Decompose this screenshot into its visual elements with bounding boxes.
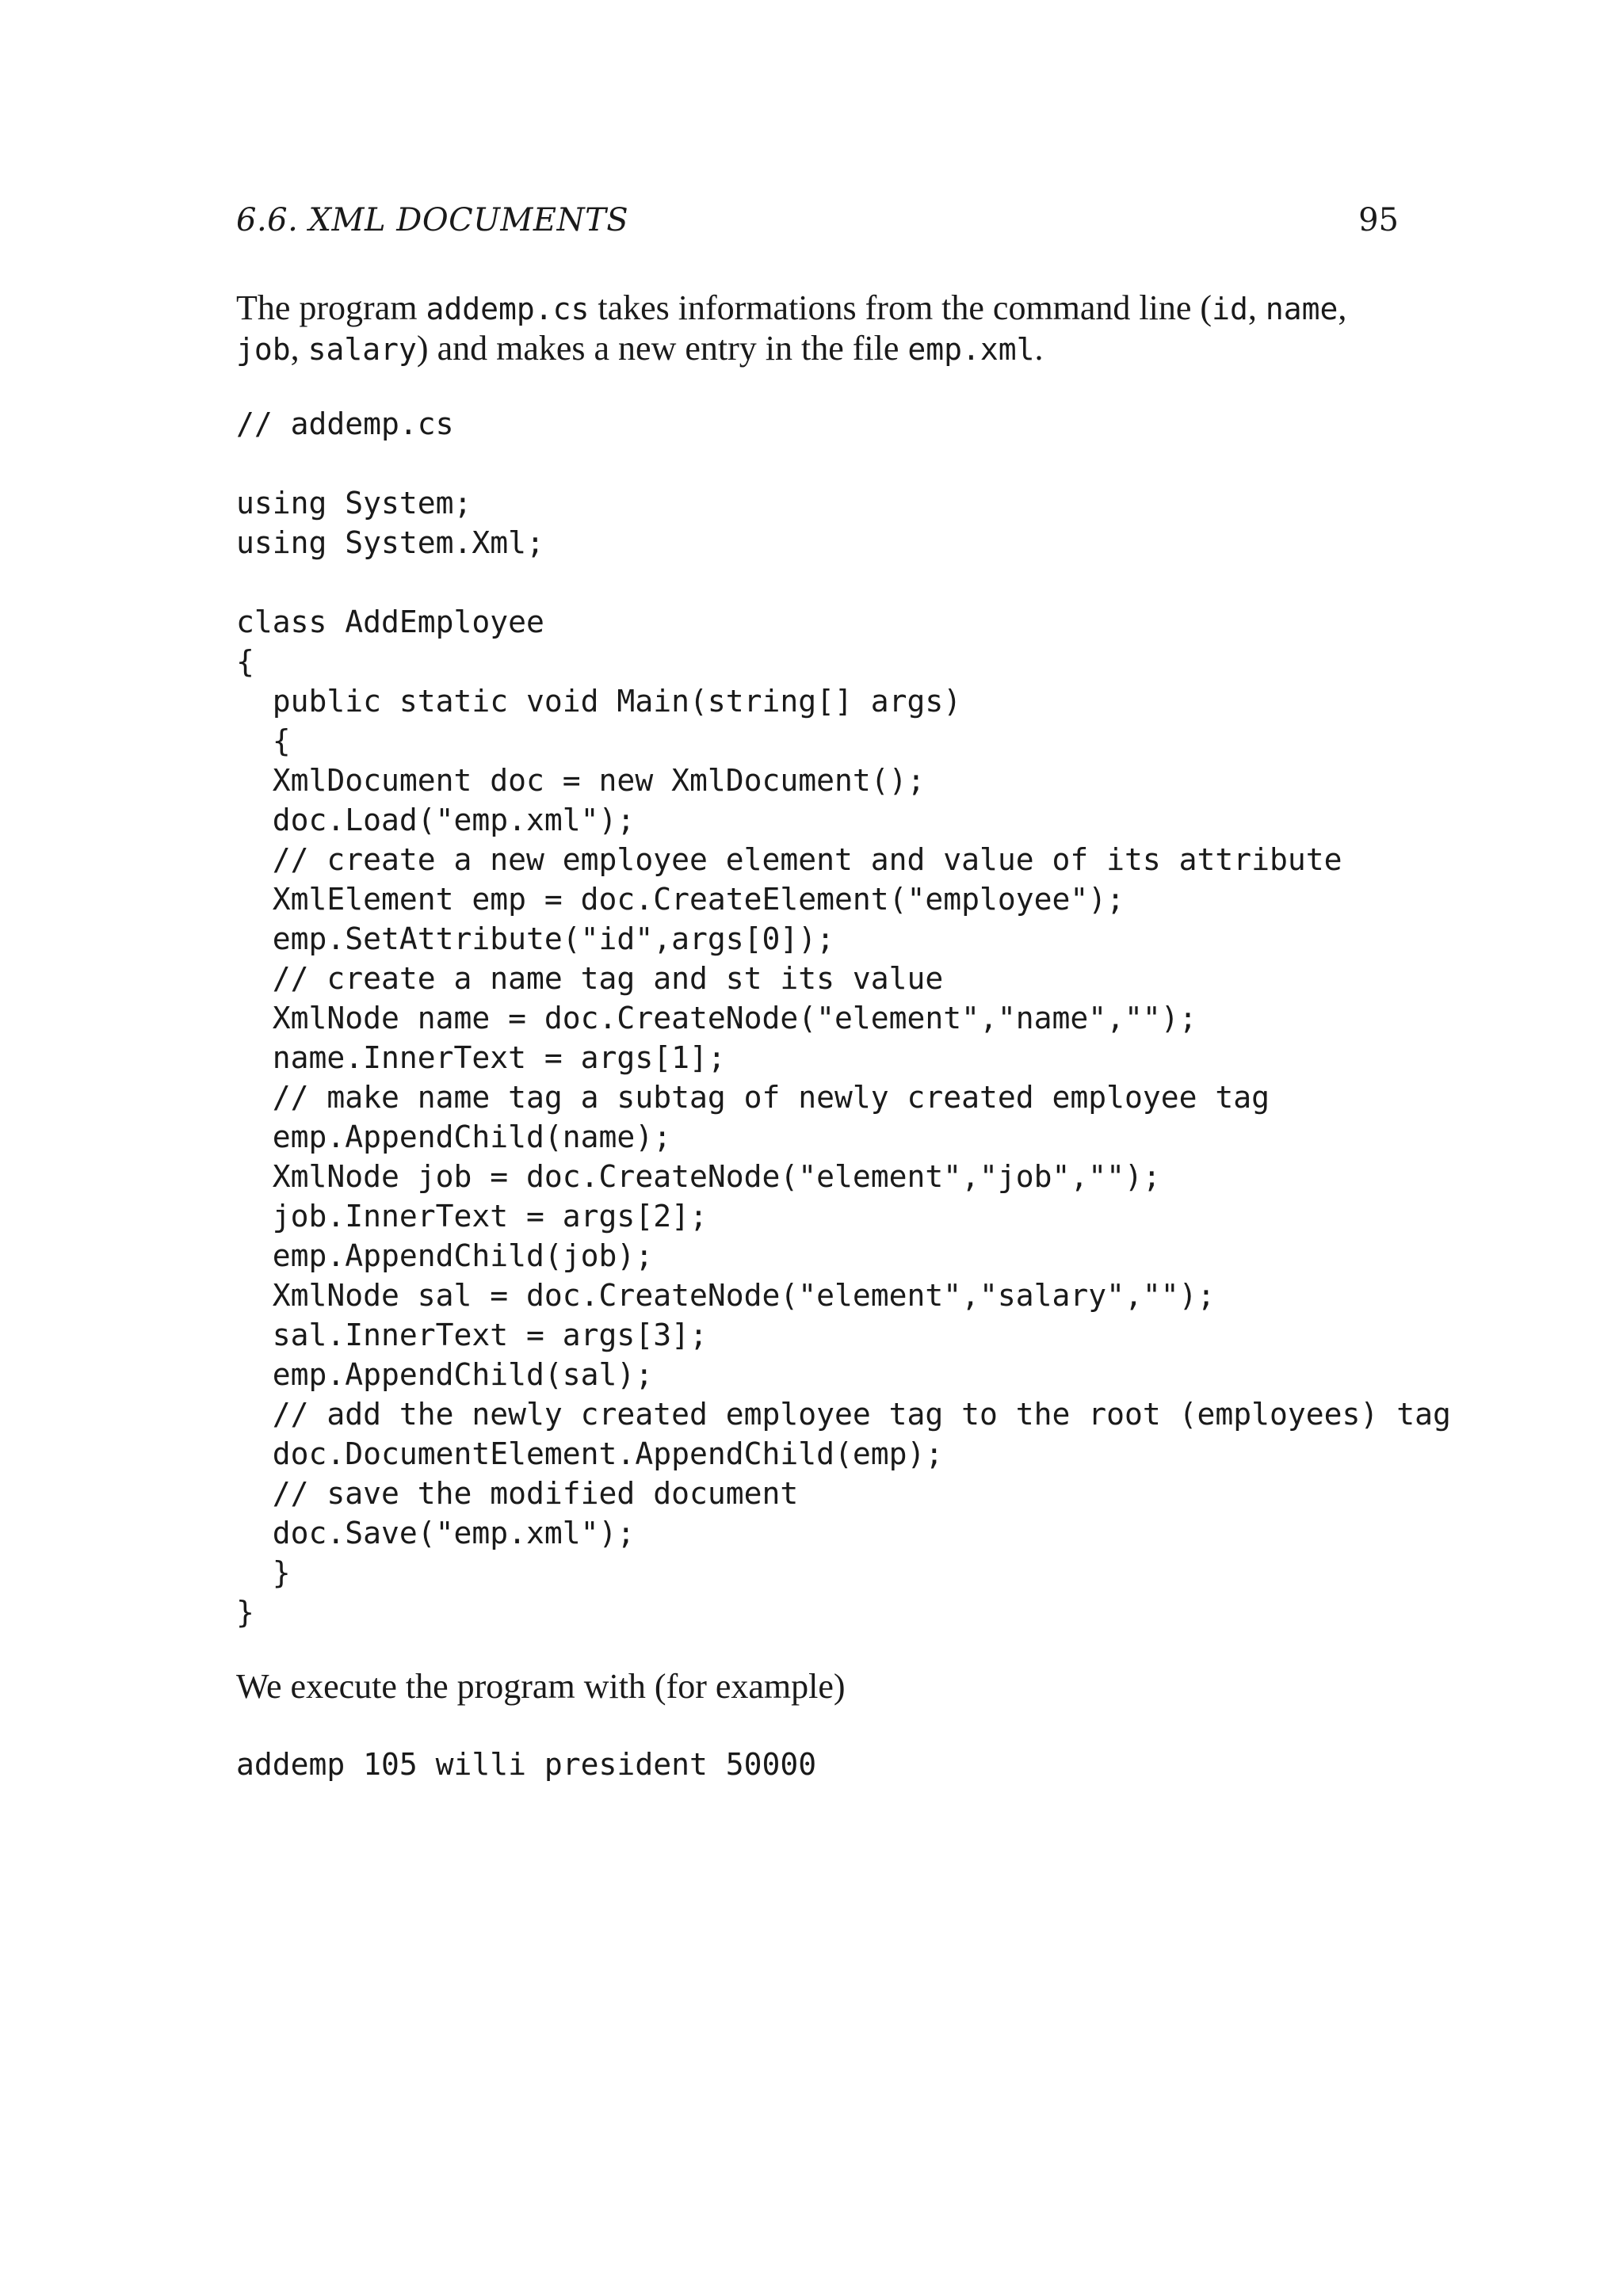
code-line: using System.Xml; — [236, 525, 544, 560]
inline-code-salary: salary — [307, 332, 417, 367]
intro-text: takes informations from the command line ( — [589, 288, 1212, 327]
inline-code-name: name — [1265, 292, 1338, 326]
code-line: XmlNode sal = doc.CreateNode("element","salary",""); — [236, 1278, 1216, 1313]
code-line: name.InnerText = args[1]; — [236, 1040, 726, 1075]
code-line: // make name tag a subtag of newly created employee tag — [236, 1080, 1270, 1115]
code-line: using System; — [236, 486, 472, 521]
code-line: XmlNode job = doc.CreateNode("element","job",""); — [236, 1159, 1161, 1194]
intro-text: , — [1338, 288, 1347, 327]
code-line: } — [236, 1595, 254, 1630]
intro-text: The program — [236, 288, 426, 327]
code-line: doc.DocumentElement.AppendChild(emp); — [236, 1436, 944, 1471]
code-line: { — [236, 644, 254, 679]
code-line — [236, 444, 1451, 483]
code-line: // add the newly created employee tag to the root (employees) tag — [236, 1397, 1451, 1432]
page-number: 95 — [1358, 202, 1399, 238]
execution-paragraph: We execute the program with (for example) — [236, 1667, 846, 1706]
intro-paragraph — [236, 288, 1399, 369]
code-line: XmlDocument doc = new XmlDocument(); — [236, 763, 926, 798]
code-line: // save the modified document — [236, 1476, 799, 1511]
code-line: { — [236, 723, 291, 758]
code-line: public static void Main(string[] args) — [236, 684, 962, 719]
code-line: emp.AppendChild(name); — [236, 1119, 672, 1154]
code-line: emp.AppendChild(sal); — [236, 1357, 654, 1392]
section-title: 6.6. XML DOCUMENTS — [236, 202, 629, 238]
inline-code-filename: addemp.cs — [426, 292, 590, 326]
code-line: // create a new employee element and value of its attribute — [236, 842, 1342, 877]
inline-code-xml-file: emp.xml — [907, 332, 1035, 367]
intro-text: ) and makes a new entry in the file — [416, 329, 908, 368]
code-line: // create a name tag and st its value — [236, 961, 944, 996]
inline-code-job: job — [236, 332, 291, 367]
code-line: sal.InnerText = args[3]; — [236, 1318, 708, 1352]
code-line: XmlElement emp = doc.CreateElement("employee"); — [236, 882, 1125, 917]
code-line: // addemp.cs — [236, 406, 454, 441]
intro-text: , — [1247, 288, 1266, 327]
code-line: doc.Load("emp.xml"); — [236, 803, 636, 837]
command-example: addemp 105 willi president 50000 — [236, 1747, 817, 1782]
intro-text: . — [1034, 329, 1044, 368]
code-line: } — [236, 1555, 291, 1590]
code-listing — [236, 404, 1451, 1632]
code-line: doc.Save("emp.xml"); — [236, 1516, 636, 1550]
code-line: emp.AppendChild(job); — [236, 1238, 654, 1273]
inline-code-id: id — [1212, 292, 1248, 326]
code-line — [236, 563, 1451, 602]
intro-text: , — [290, 329, 308, 368]
code-line: class AddEmployee — [236, 605, 544, 639]
running-header — [236, 196, 1399, 244]
code-line: emp.SetAttribute("id",args[0]); — [236, 921, 834, 956]
code-line: job.InnerText = args[2]; — [236, 1199, 708, 1234]
code-line: XmlNode name = doc.CreateNode("element","name",""); — [236, 1001, 1197, 1035]
